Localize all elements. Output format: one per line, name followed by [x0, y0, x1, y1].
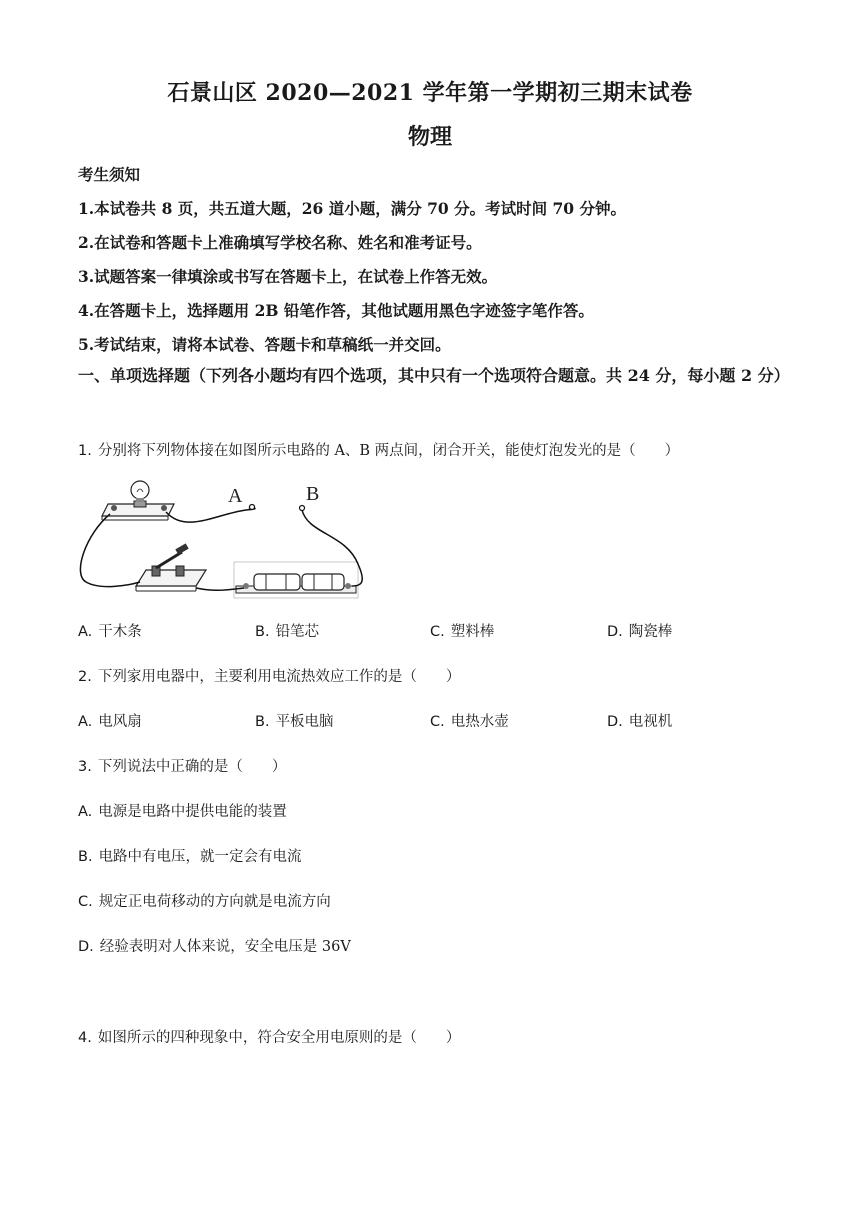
question-2	[78, 665, 460, 686]
option-text: 电路中有电压，就一定会有电流	[98, 849, 302, 865]
option-letter: D.	[78, 939, 94, 955]
question-text: 下列家用电器中，主要利用电流热效应工作的是（ ）	[97, 669, 461, 685]
option-text: 铅笔芯	[275, 624, 320, 640]
option-letter: B.	[255, 714, 270, 730]
notice-item: 2.在试卷和答题卡上准确填写学校名称、姓名和准考证号。	[78, 233, 482, 252]
question-number: 3.	[78, 759, 92, 775]
option-text: 电热水壶	[450, 714, 509, 730]
question-text: 如图所示的四种现象中，符合安全用电原则的是（ ）	[97, 1030, 461, 1046]
question-number: 2.	[78, 669, 92, 685]
option-letter: A.	[78, 714, 93, 730]
option-text: 电源是电路中提供电能的装置	[98, 804, 287, 820]
question-number: 4.	[78, 1030, 92, 1046]
bulb-icon	[131, 481, 149, 502]
option[interactable]	[607, 620, 672, 641]
lamp-board	[102, 501, 174, 520]
terminal-label-a: A	[228, 485, 243, 507]
circuit-figure	[76, 474, 366, 608]
option-text: 经验表明对人体来说，安全电压是 36V	[99, 939, 351, 955]
page-title: 石景山区 2020—2021 学年第一学期初三期末试卷	[167, 80, 693, 106]
option-text: 平板电脑	[275, 714, 334, 730]
notice-heading: 考生须知	[78, 165, 141, 184]
question-1	[78, 439, 679, 460]
option-text: 干木条	[98, 624, 142, 640]
option-text: 塑料棒	[450, 624, 495, 640]
question-4	[78, 1026, 460, 1047]
option-text: 电风扇	[98, 714, 142, 730]
notice-item: 3.试题答案一律填涂或书写在答题卡上，在试卷上作答无效。	[78, 267, 498, 286]
option[interactable]	[78, 845, 302, 866]
option-letter: A.	[78, 804, 93, 820]
option[interactable]	[78, 800, 287, 821]
option-letter: B.	[78, 849, 93, 865]
option[interactable]	[255, 620, 319, 641]
option-letter: D.	[607, 624, 623, 640]
option-letter: B.	[255, 624, 270, 640]
notice-item: 4.在答题卡上，选择题用 2B 铅笔作答，其他试题用黑色字迹签字笔作答。	[78, 301, 594, 320]
option-letter: C.	[78, 894, 93, 910]
question-text: 分别将下列物体接在如图所示电路的 A、B 两点间，闭合开关，能使灯泡发光的是（ ）	[97, 443, 680, 459]
option-text: 电视机	[628, 714, 673, 730]
question-text: 下列说法中正确的是（ ）	[97, 759, 287, 775]
switch-board	[136, 543, 206, 591]
option[interactable]	[78, 620, 142, 641]
option-letter: D.	[607, 714, 623, 730]
option[interactable]	[78, 710, 142, 731]
terminal-b	[300, 506, 305, 511]
option-letter: A.	[78, 624, 93, 640]
wire	[80, 514, 140, 587]
notice-item: 1.本试卷共 8 页，共五道大题，26 道小题，满分 70 分。考试时间 70 分钟。	[78, 199, 626, 218]
option-text: 陶瓷棒	[628, 624, 673, 640]
option-letter: C.	[430, 624, 445, 640]
option[interactable]	[430, 710, 509, 731]
option[interactable]	[255, 710, 334, 731]
option[interactable]	[430, 620, 494, 641]
section-heading: 一、单项选择题（下列各小题均有四个选项，其中只有一个选项符合题意。共 24 分，每小题 2 分）	[78, 366, 790, 385]
wire	[166, 508, 255, 522]
option[interactable]	[607, 710, 672, 731]
page-subject: 物理	[407, 124, 452, 150]
question-3	[78, 755, 286, 776]
question-number: 1.	[78, 443, 92, 459]
terminal-label-b: B	[306, 483, 320, 505]
option-letter: C.	[430, 714, 445, 730]
option[interactable]	[78, 935, 351, 956]
terminal-a	[250, 505, 255, 510]
notice-item: 5.考试结束，请将本试卷、答题卡和草稿纸一并交回。	[78, 335, 451, 354]
option-text: 规定正电荷移动的方向就是电流方向	[98, 894, 331, 910]
battery-holder	[234, 562, 358, 598]
option[interactable]	[78, 890, 331, 911]
